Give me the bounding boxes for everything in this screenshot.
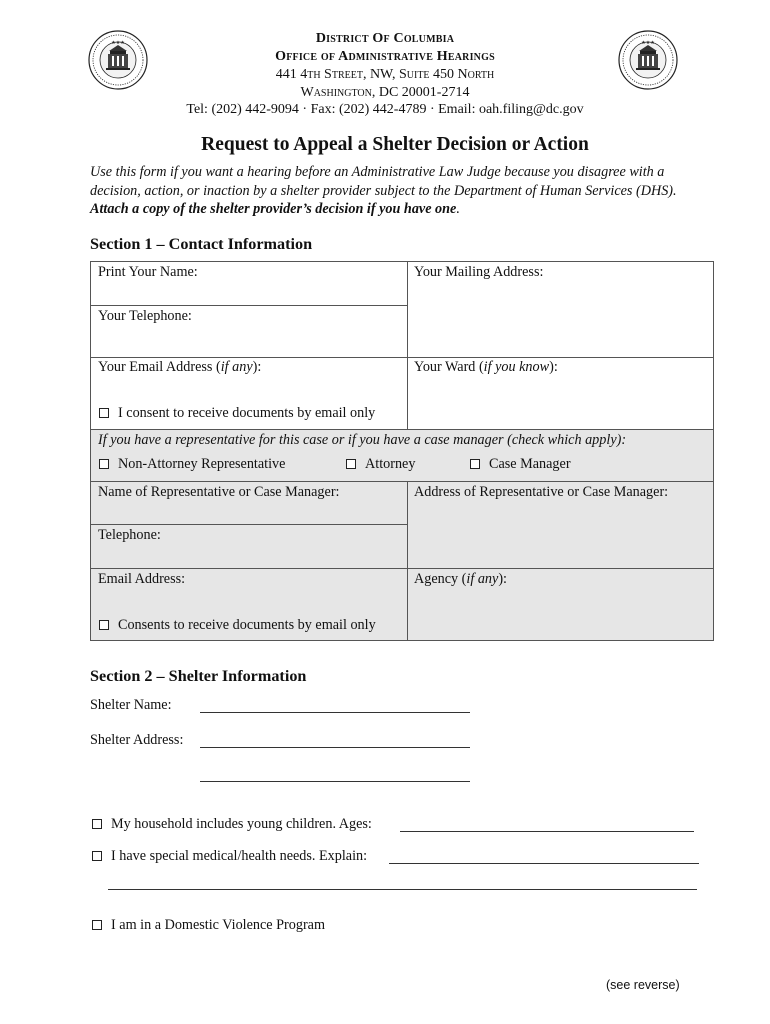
children-option: My household includes young children. Ages: [92,816,372,833]
medical-checkbox[interactable] [92,851,102,861]
agency-city: Washington, DC 20001-2714 [300,85,470,100]
intro-bold: Attach a copy of the shelter provider’s decision if you have one [90,201,457,217]
email-consent-option: I consent to receive documents by email only [99,405,375,422]
rep-consent-option: Consents to receive documents by email only [99,617,376,634]
mailing-address-field[interactable]: Your Mailing Address: [414,264,544,280]
shelter-address-input-line1[interactable] [200,747,470,748]
see-reverse-note: (see reverse) [606,978,680,992]
telephone-field[interactable]: Your Telephone: [98,308,192,324]
attorney-option: Attorney [346,456,415,473]
page-title: Request to Appeal a Shelter Decision or Action [201,134,589,155]
section2-heading: Section 2 – Shelter Information [90,667,307,685]
rep-name-field[interactable]: Name of Representative or Case Manager: [98,484,340,500]
rep-address-field[interactable]: Address of Representative or Case Manager: [414,484,669,500]
intro-text: Use this form if you want a hearing before an Administrative Law Judge because you disagree with a decision, action, or inaction by a shelter provider subject to the Department of Human Services (DHS). [90,164,677,199]
medical-explain-input-line2[interactable] [108,889,697,890]
agency-field[interactable]: Agency (if any): [414,571,507,587]
rep-consent-checkbox[interactable] [99,620,109,630]
dv-option: I am in a Domestic Violence Program [92,917,325,934]
case-manager-option: Case Manager [470,456,571,473]
intro-end: . [456,201,460,217]
svg-text:★★★: ★★★ [641,41,655,46]
section1-heading: Section 1 – Contact Information [90,235,313,253]
case-manager-checkbox[interactable] [470,459,480,469]
svg-text:★★★: ★★★ [111,41,125,46]
attorney-checkbox[interactable] [346,459,356,469]
medical-explain-input[interactable] [389,863,699,864]
medical-option: I have special medical/health needs. Explain: [92,848,367,865]
non-attorney-checkbox[interactable] [99,459,109,469]
ward-field[interactable]: Your Ward (if you know): [414,359,558,375]
dv-checkbox[interactable] [92,920,102,930]
shelter-name-label: Shelter Name: [90,697,172,713]
print-name-field[interactable]: Print Your Name: [98,264,198,280]
email-consent-checkbox[interactable] [99,408,109,418]
agency-contact: Tel: (202) 442-9094 · Fax: (202) 442-4789 · Email: oah.filing@dc.gov [186,102,584,117]
agency-district: District Of Columbia [315,31,455,46]
rep-email-field[interactable]: Email Address: [98,571,186,587]
intro-paragraph [90,163,710,219]
email-field[interactable]: Your Email Address (if any): [98,359,262,375]
agency-office: Office of Administrative Hearings [275,49,495,64]
rep-telephone-field[interactable]: Telephone: [98,527,161,543]
shelter-address-input-line2[interactable] [200,781,470,782]
agency-street: 441 4th Street, NW, Suite 450 North [275,67,495,82]
non-attorney-option: Non-Attorney Representative [99,456,285,473]
shelter-name-input[interactable] [200,712,470,713]
children-ages-input[interactable] [400,831,694,832]
representative-prompt: If you have a representative for this case or if you have a case manager (check which apply): [98,432,627,448]
children-checkbox[interactable] [92,819,102,829]
shelter-address-label: Shelter Address: [90,732,184,748]
